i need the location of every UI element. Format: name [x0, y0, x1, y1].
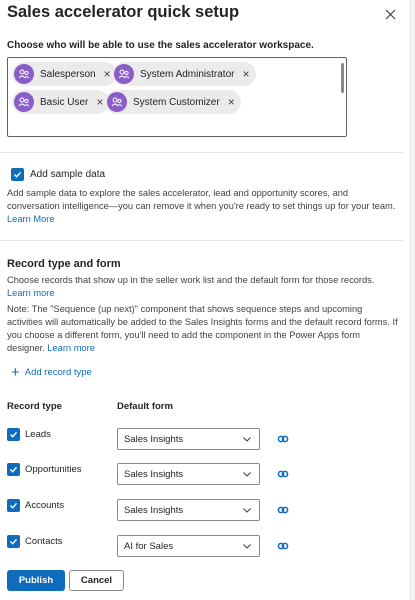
- publish-button[interactable]: Publish: [7, 570, 65, 591]
- chevron-down-icon: [242, 541, 252, 551]
- record-type-checkbox[interactable]: [7, 499, 20, 512]
- role-avatar: [14, 64, 34, 84]
- remove-role-button[interactable]: ×: [103, 67, 111, 81]
- role-chip-label: Basic User: [40, 96, 89, 108]
- learn-more-link[interactable]: Learn More: [7, 214, 55, 224]
- record-type-label: Leads: [25, 429, 51, 440]
- role-icon: [111, 96, 123, 108]
- column-header-record-type: Record type: [7, 401, 62, 412]
- record-type-label: Contacts: [25, 536, 63, 547]
- close-button[interactable]: [380, 4, 400, 24]
- checkmark-icon: [9, 537, 18, 546]
- access-label: Choose who will be able to use the sales accelerator workspace.: [7, 40, 314, 51]
- dropdown-value: AI for Sales: [124, 540, 174, 552]
- role-chip-label: Salesperson: [40, 68, 96, 80]
- default-form-dropdown[interactable]: [117, 535, 260, 557]
- plus-icon: +: [11, 363, 20, 381]
- role-chip: [112, 62, 256, 86]
- role-icon: [118, 68, 130, 80]
- dropdown-value: Sales Insights: [124, 468, 184, 480]
- divider: [0, 152, 403, 153]
- role-chip: [12, 62, 117, 86]
- role-avatar: [14, 92, 34, 112]
- record-type-label: Opportunities: [25, 464, 82, 475]
- record-type-checkbox[interactable]: [7, 428, 20, 441]
- add-record-type-label: Add record type: [24, 366, 92, 378]
- link-icon[interactable]: [276, 505, 290, 515]
- panel-scrollbar[interactable]: [411, 0, 415, 600]
- chevron-down-icon: [242, 434, 252, 444]
- learn-more-link[interactable]: Learn more: [47, 343, 95, 353]
- record-type-note: Note: The "Sequence (up next)" component that shows sequence steps and upcoming activities will automatically be added to the Sales Insights forms and the default record forms. If you choose a different form, you'll need to add the component in the Power Apps form designer. Learn more: [7, 304, 398, 353]
- chevron-down-icon: [242, 469, 252, 479]
- role-chip-label: System Administrator: [140, 68, 235, 80]
- role-chip: [105, 90, 241, 114]
- page-title: Sales accelerator quick setup: [7, 3, 240, 21]
- remove-role-button[interactable]: ×: [242, 67, 250, 81]
- checkmark-icon: [9, 501, 18, 510]
- sample-data-description: Add sample data to explore the sales accelerator, lead and opportunity scores, and conversation intelligence—you can remove it when you're ready to set things up for your team. Learn More: [7, 188, 396, 224]
- record-type-checkbox[interactable]: [7, 463, 20, 476]
- link-icon[interactable]: [276, 541, 290, 551]
- chevron-down-icon: [242, 505, 252, 515]
- column-header-default-form: Default form: [117, 401, 173, 412]
- default-form-dropdown[interactable]: [117, 499, 260, 521]
- dropdown-value: Sales Insights: [124, 433, 184, 445]
- checkmark-icon: [9, 430, 18, 439]
- role-avatar: [107, 92, 127, 112]
- dropdown-value: Sales Insights: [124, 504, 184, 516]
- security-role-picker[interactable]: [7, 57, 347, 137]
- add-record-type-button[interactable]: [11, 365, 92, 379]
- default-form-dropdown[interactable]: [117, 428, 260, 450]
- link-icon[interactable]: [276, 434, 290, 444]
- cancel-button[interactable]: Cancel: [69, 570, 124, 591]
- sample-data-label: Add sample data: [30, 169, 106, 180]
- learn-more-link[interactable]: Learn more: [7, 288, 55, 298]
- sample-data-checkbox[interactable]: [11, 168, 24, 181]
- link-icon[interactable]: [276, 469, 290, 479]
- picker-scrollbar[interactable]: [341, 63, 344, 93]
- role-avatar: [114, 64, 134, 84]
- checkmark-icon: [13, 170, 22, 179]
- close-icon: [385, 9, 396, 20]
- checkmark-icon: [9, 465, 18, 474]
- remove-role-button[interactable]: ×: [227, 95, 235, 109]
- role-chip-label: System Customizer: [133, 96, 220, 108]
- role-icon: [18, 68, 30, 80]
- divider: [0, 240, 403, 241]
- remove-role-button[interactable]: ×: [96, 95, 104, 109]
- default-form-dropdown[interactable]: [117, 463, 260, 485]
- record-type-description: Choose records that show up in the seller work list and the default form for those records. Learn more: [7, 275, 375, 298]
- role-icon: [18, 96, 30, 108]
- record-type-label: Accounts: [25, 500, 65, 511]
- record-type-heading: Record type and form: [7, 258, 121, 270]
- record-type-checkbox[interactable]: [7, 535, 20, 548]
- role-chip: [12, 90, 109, 114]
